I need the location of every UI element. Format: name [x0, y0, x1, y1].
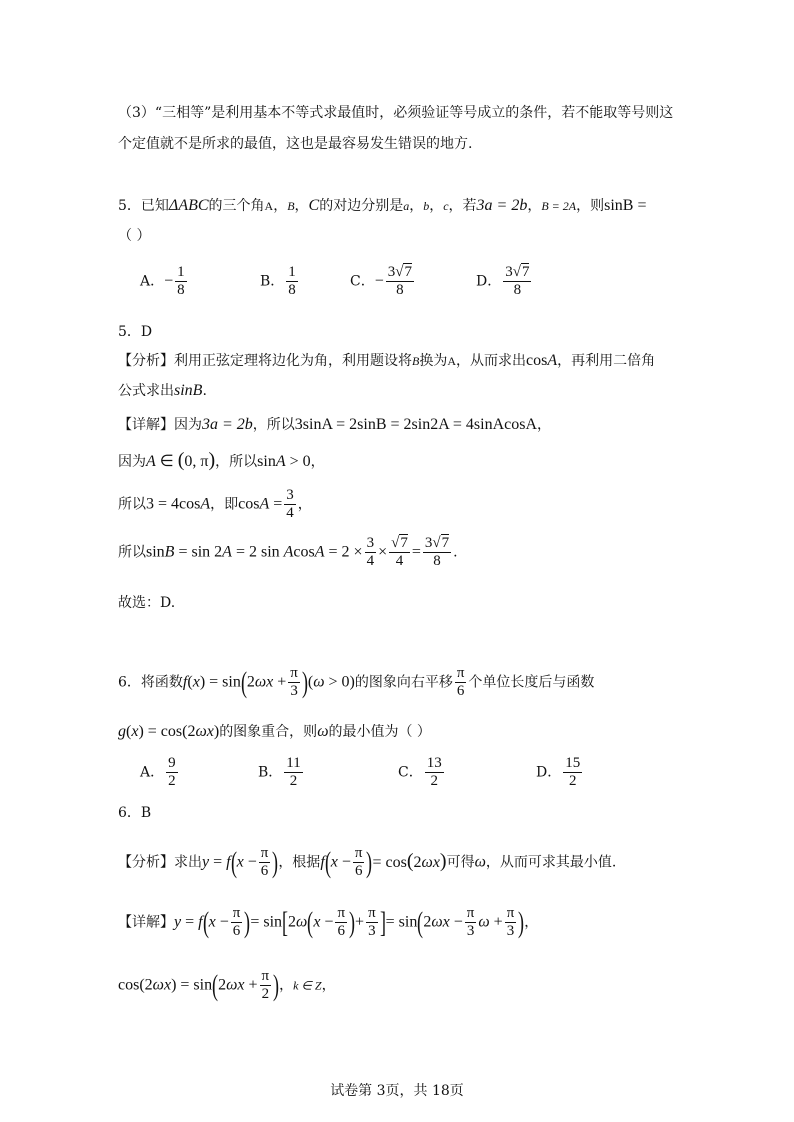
a6-analysis: 【分析】求出y = f(x − $\frac{\pi}{6}$ )，根据f(x − $\frac{\pi}{6}$ )= cos(2ωx)可得ω，从而可求其最小值. — [118, 845, 617, 879]
a5-conclusion: 故选：D. — [118, 595, 176, 611]
a5-analysis-2: 公式求出sinB. — [118, 382, 207, 399]
intro-line-2: 个定值就不是所求的最值，这也是最容易发生错误的地方. — [118, 136, 473, 152]
q6-option-b[interactable]: B． $\frac{11}{2}$ — [258, 755, 301, 789]
a5-detail-4: 所以sinB = sin 2A = 2 sin AcosA = 2 × $\frac{3}{4}$ × $\frac{√7}{4}$ = $\frac{3√7}{8}$ . — [118, 535, 458, 569]
a6-detail-2: cos(2ωx) = sin(2ωx + $\frac{\pi}{2}$ )，k ∈ Z， — [118, 968, 336, 1002]
a5-analysis: 【分析】利用正弦定理将边化为角，利用题设将B换为A，从而求出cosA，再利用二倍角 — [118, 352, 656, 369]
q5-paren: （ ） — [118, 228, 151, 244]
a5-detail-3: 所以3 = 4cosA，即cosA = $\frac{3}{4}$ ， — [118, 487, 312, 521]
q5-option-a[interactable]: A．− $\frac{1}{8}$ — [140, 264, 185, 298]
q6-option-d[interactable]: D． $\frac{15}{2}$ — [536, 755, 581, 789]
intro-line-1: （3）“三相等”是利用基本不等式求最值时，必须验证等号成立的条件，若不能取等号则这 — [118, 105, 674, 121]
q5-option-d[interactable]: D． $\frac{3√7}{8}$ — [476, 264, 530, 298]
q5-option-c[interactable]: C．− $\frac{3√7}{8}$ — [350, 264, 412, 298]
a5-answer: 5．D — [118, 324, 153, 340]
page-footer: 试卷第 3页，共 18页 — [330, 1083, 464, 1099]
a6-detail-1: 【详解】y = f(x − $\frac{\pi}{6}$ )= sin[2ω(x − $\frac{\pi}{6}$ )+ $\frac{\pi}{3}$ ]= sin(2ωx − $\frac{\pi}{3}$ ω + $\frac{\pi}{3}$ )， — [118, 905, 539, 939]
q6-stem: 6．将函数f(x) = sin(2ωx + $\frac{\pi}{3}$ )(ω > 0)的图象向右平移 $\frac{\pi}{6}$ 个单位长度后与函数 — [118, 665, 595, 699]
q6-option-c[interactable]: C． $\frac{13}{2}$ — [398, 755, 442, 789]
q6-stem-2: g(x) = cos(2ωx)的图象重合，则ω的最小值为（ ） — [118, 723, 431, 740]
a5-detail-2: 因为A ∈ (0, π)，所以sinA > 0， — [118, 449, 325, 471]
a5-detail-1: 【详解】因为3a = 2b，所以3sinA = 2sinB = 2sin2A = 4sinAcosA， — [118, 416, 552, 433]
q6-option-a[interactable]: A． $\frac{9}{2}$ — [140, 755, 176, 789]
a6-answer: 6．B — [118, 805, 152, 821]
q5-option-b[interactable]: B． $\frac{1}{8}$ — [260, 264, 296, 298]
q5-stem: 5．已知ΔABC的三个角A，B，C的对边分别是a，b，c，若3a = 2b，B = 2A，则sinB = — [118, 197, 647, 214]
